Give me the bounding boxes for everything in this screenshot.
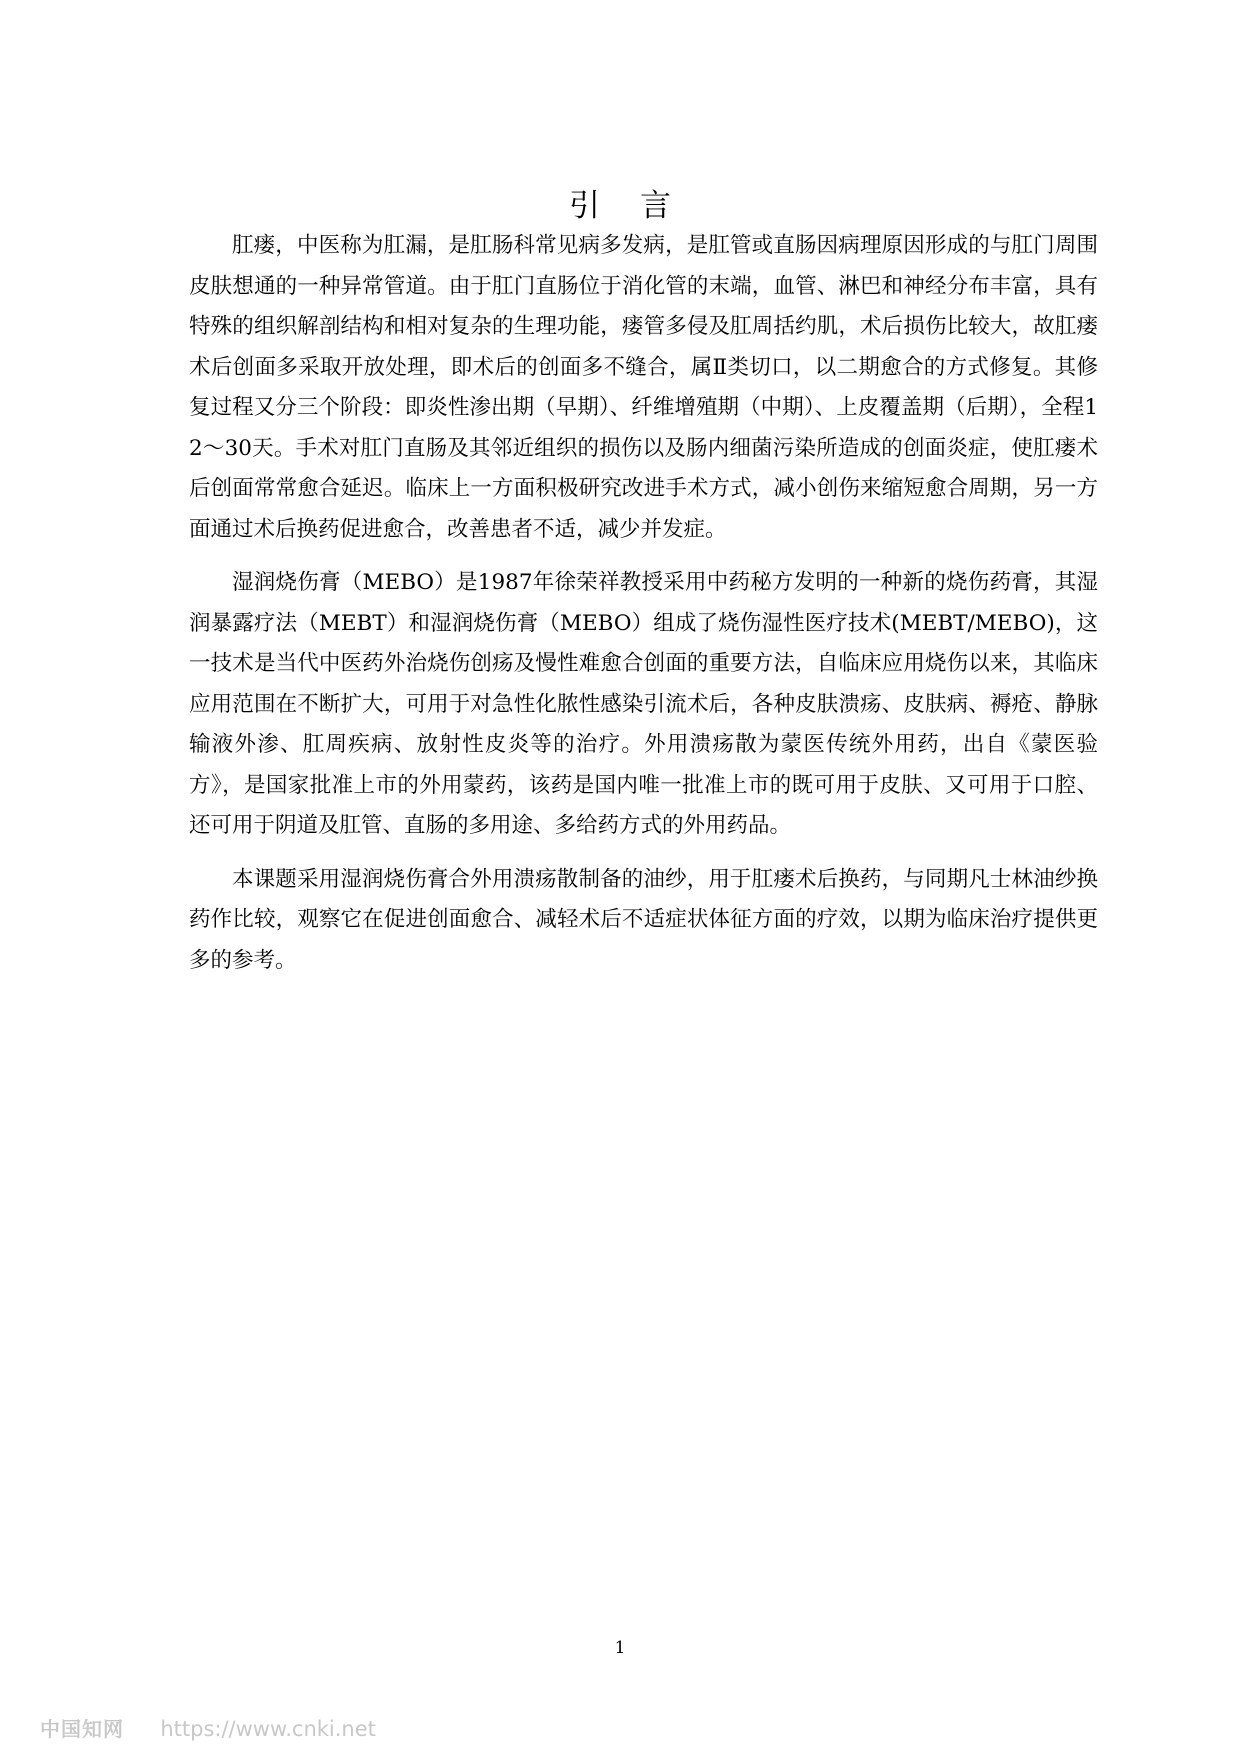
body-text <box>189 226 1098 994</box>
page-number: 1 <box>614 1638 626 1658</box>
paragraph-1: 肛瘘，中医称为肛漏，是肛肠科常见病多发病，是肛管或直肠因病理原因形成的与肛门周围皮肤想通的一种异常管道。由于肛门直肠位于消化管的末端，血管、淋巴和神经分布丰富，具有特殊的组织解剖结构和相对复杂的生理功能，瘘管多侵及肛周括约肌，术后损伤比较大，故肛瘘术后创面多采取开放处理，即术后的创面多不缝合，属Ⅱ类切口，以二期愈合的方式修复。其修复过程又分三个阶段：即炎性渗出期（早期）、纤维增殖期（中期）、上皮覆盖期（后期），全程12～30天。手术对肛门直肠及其邻近组织的损伤以及肠内细菌污染所造成的创面炎症，使肛瘘术后创面常常愈合延迟。临床上一方面积极研究改进手术方式，减小创伤来缩短愈合周期，另一方面通过术后换药促进愈合，改善患者不适，减少并发症。 <box>189 233 1098 542</box>
watermark-url: https://www.cnki.net <box>160 1717 376 1741</box>
paragraph-2: 湿润烧伤膏（MEBO）是1987年徐荣祥教授采用中药秘方发明的一种新的烧伤药膏，其湿润暴露疗法（MEBT）和湿润烧伤膏（MEBO）组成了烧伤湿性医疗技术(MEBT/MEBO)，这一技术是当代中医药外治烧伤创疡及慢性难愈合创面的重要方法，自临床应用烧伤以来，其临床应用范围在不断扩大，可用于对急性化脓性感染引流术后，各种皮肤溃疡、皮肤病、褥疮、静脉输液外渗、肛周疾病、放射性皮炎等的治疗。外用溃疡散为蒙医传统外用药，出自《蒙医验方》，是国家批准上市的外用蒙药，该药是国内唯一批准上市的既可用于皮肤、又可用于口腔、还可用于阴道及肛管、直肠的多用途、多给药方式的外用药品。 <box>189 570 1098 838</box>
section-title: 引言 <box>569 188 711 224</box>
watermark <box>40 1716 376 1742</box>
paragraph-3: 本课题采用湿润烧伤膏合外用溃疡散制备的油纱，用于肛瘘术后换药，与同期凡士林油纱换药作比较，观察它在促进创面愈合、减轻术后不适症状体征方面的疗效，以期为临床治疗提供更多的参考。 <box>189 866 1098 973</box>
watermark-logo: 中国知网 <box>40 1717 124 1741</box>
